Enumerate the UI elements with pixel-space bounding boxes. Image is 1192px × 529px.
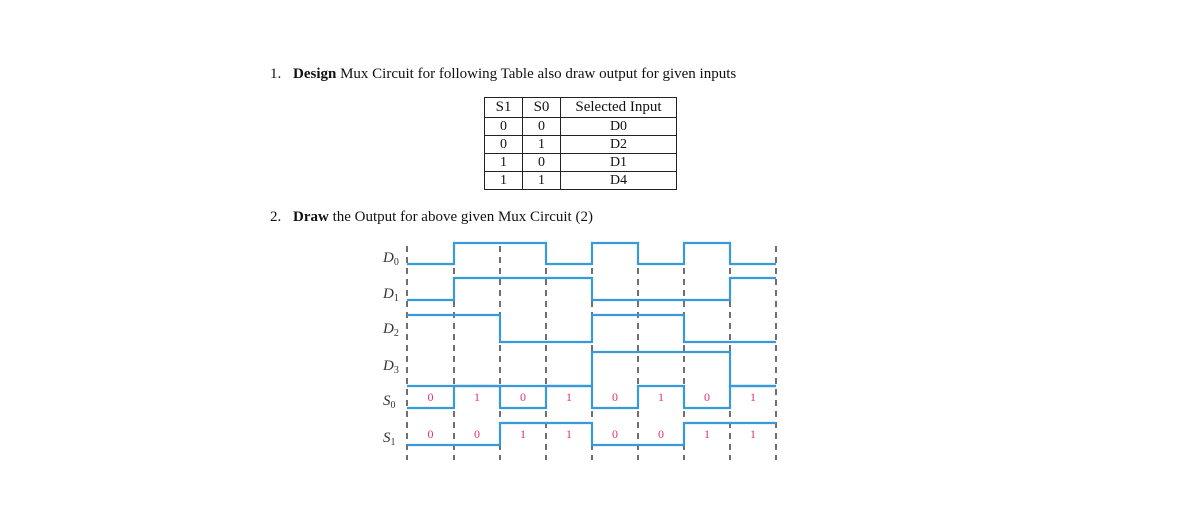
question-1-text: Mux Circuit for following Table also draw output for given inputs	[336, 66, 737, 82]
bit-value: 1	[658, 390, 664, 404]
waveform-d3	[407, 352, 776, 386]
waveform-d2	[407, 315, 776, 342]
signal-label-d0: $D_0$	[383, 250, 399, 268]
question-2-number: 2.	[270, 209, 282, 225]
cell-s1: 0	[485, 118, 523, 136]
header-selected-input: Selected Input	[561, 98, 677, 118]
cell-s0: 1	[523, 136, 561, 154]
cell-s1: 0	[485, 136, 523, 154]
question-1-bold: Design	[293, 66, 337, 82]
bit-value: 0	[658, 427, 664, 441]
waveform-s0	[407, 386, 776, 408]
question-2-bold: Draw	[293, 209, 329, 225]
bit-value: 0	[612, 390, 618, 404]
bit-value: 1	[520, 427, 526, 441]
bit-value: 0	[704, 390, 710, 404]
cell-s1: 1	[485, 154, 523, 172]
question-2-text: the Output for above given Mux Circuit (2)	[328, 209, 593, 225]
signal-label-s0: $S_0$	[383, 393, 396, 411]
signal-label-s1: $S_1$	[383, 430, 396, 448]
bit-value: 0	[520, 390, 526, 404]
cell-s0: 0	[523, 154, 561, 172]
waveform-s1	[407, 423, 776, 445]
bit-value: 0	[474, 427, 480, 441]
bit-value: 1	[704, 427, 710, 441]
bit-value: 0	[612, 427, 618, 441]
bit-value: 0	[427, 390, 434, 404]
cell-selected: D1	[561, 154, 677, 172]
signal-label-d1: $D_1$	[383, 286, 399, 304]
header-s0: S0	[523, 98, 561, 118]
cell-s1: 1	[485, 172, 523, 190]
bit-value: 1	[474, 390, 480, 404]
question-1-number: 1.	[270, 66, 282, 82]
signal-label-d2: $D_2$	[383, 321, 399, 339]
cell-s0: 0	[523, 118, 561, 136]
header-s1: S1	[485, 98, 523, 118]
cell-selected: D4	[561, 172, 677, 190]
bit-value: 1	[750, 427, 756, 441]
bit-value: 1	[566, 427, 572, 441]
waveform-d0	[407, 243, 776, 264]
cell-selected: D2	[561, 136, 677, 154]
bit-value: 1	[566, 390, 572, 404]
bit-value: 0	[427, 427, 434, 441]
signal-label-d3: $D_3$	[383, 358, 399, 376]
cell-selected: D0	[561, 118, 677, 136]
waveform-d1	[407, 278, 776, 300]
bit-value: 1	[750, 390, 756, 404]
cell-s0: 1	[523, 172, 561, 190]
